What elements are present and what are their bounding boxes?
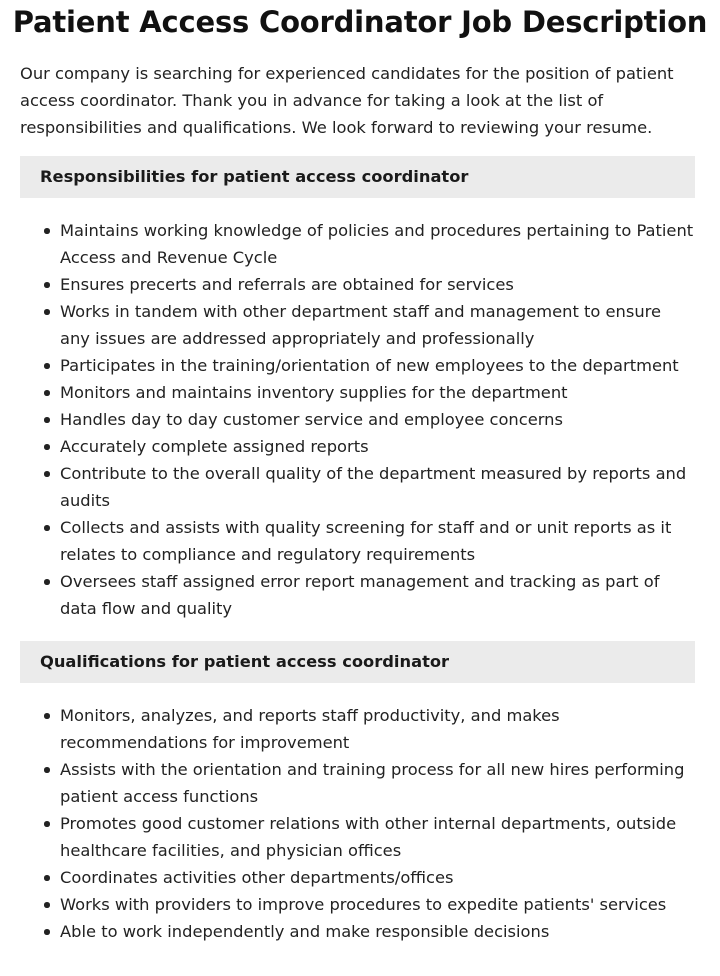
list-item: Works with providers to improve procedures to expedite patients' services [60,891,696,918]
qualifications-list [20,702,696,945]
list-item: Collects and assists with quality screening for staff and or unit reports as it relates to compliance and regulatory requirements [60,514,696,568]
intro-paragraph: Our company is searching for experienced candidates for the position of patient access coordinator. Thank you in advance for taking a look at the list of responsibilities and qualifications. We look forward to reviewing your resume. [20,64,674,137]
list-item: Accurately complete assigned reports [60,433,696,460]
page-title: Patient Access Coordinator Job Description [12,5,708,39]
list-item: Promotes good customer relations with other internal departments, outside healthcare facilities, and physician offices [60,810,696,864]
list-item: Coordinates activities other departments/offices [60,864,696,891]
list-item: Assists with the orientation and training process for all new hires performing patient access functions [60,756,696,810]
list-item: Works in tandem with other department staff and management to ensure any issues are addressed appropriately and professionally [60,298,696,352]
qualifications-heading: Qualifications for patient access coordinator [20,641,695,683]
list-item: Ensures precerts and referrals are obtained for services [60,271,696,298]
responsibilities-heading: Responsibilities for patient access coordinator [20,156,695,198]
list-item: Contribute to the overall quality of the department measured by reports and audits [60,460,696,514]
list-item: Oversees staff assigned error report management and tracking as part of data flow and quality [60,568,696,622]
list-item: Maintains working knowledge of policies and procedures pertaining to Patient Access and Revenue Cycle [60,217,696,271]
list-item: Handles day to day customer service and employee concerns [60,406,696,433]
list-item: Participates in the training/orientation of new employees to the department [60,352,696,379]
list-item: Able to work independently and make responsible decisions [60,918,696,945]
list-item: Monitors and maintains inventory supplies for the department [60,379,696,406]
responsibilities-list [20,217,696,622]
list-item: Monitors, analyzes, and reports staff productivity, and makes recommendations for improvement [60,702,696,756]
